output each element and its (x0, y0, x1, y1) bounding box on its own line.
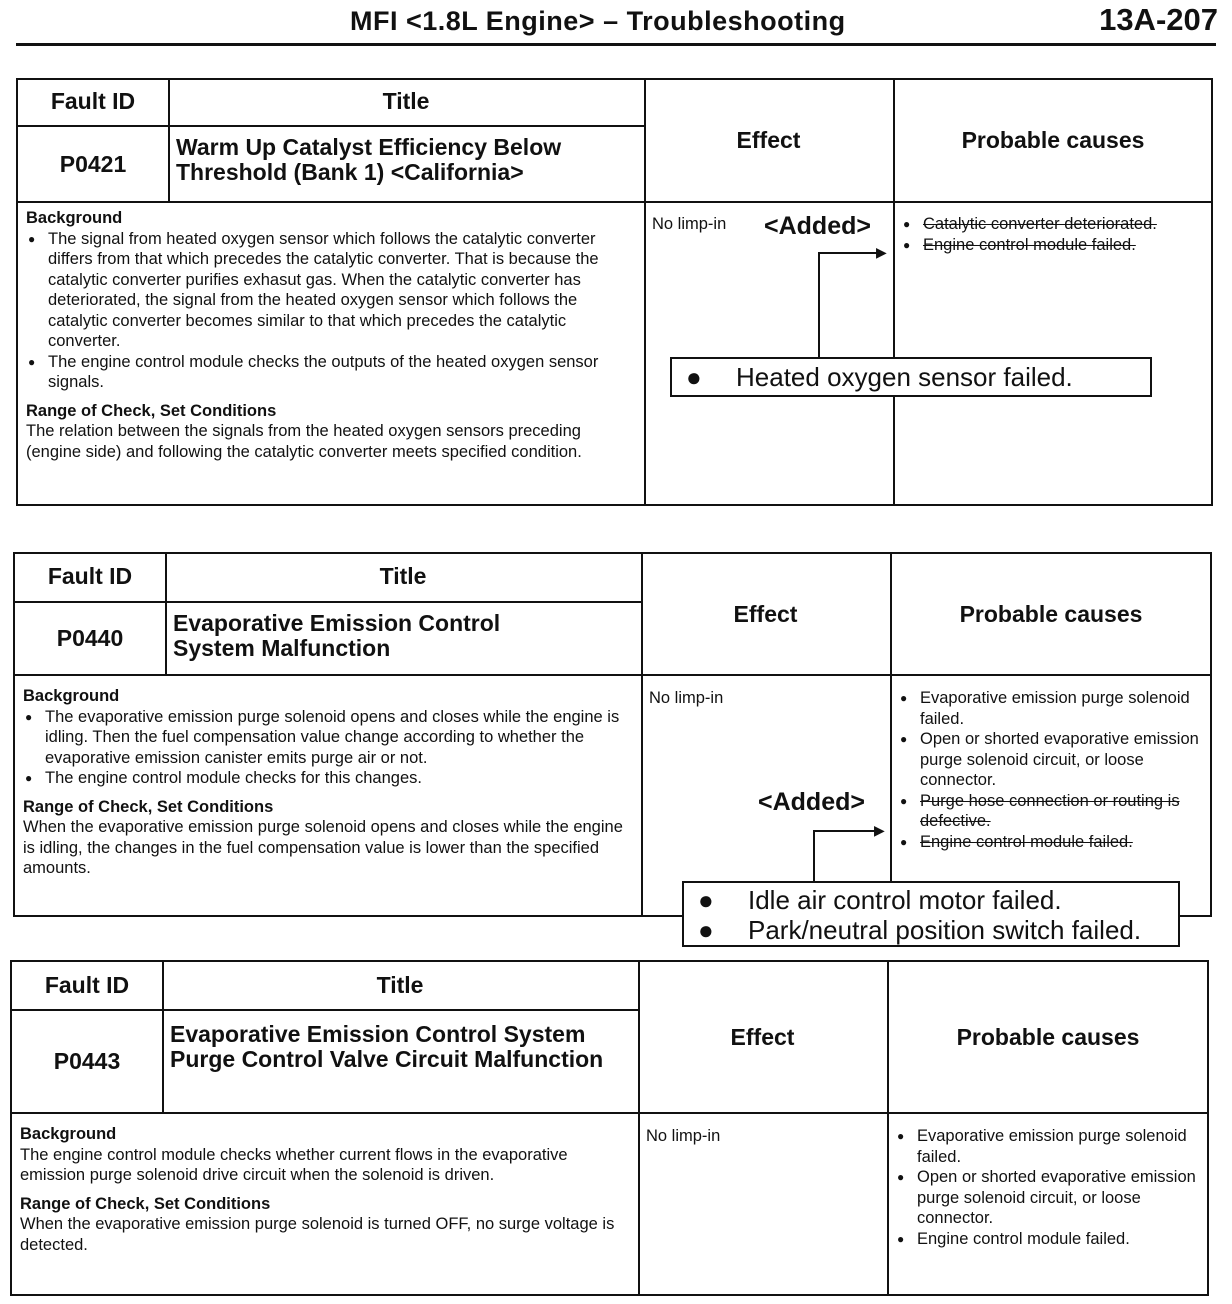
insert-line (813, 830, 881, 832)
added-cause-item: Heated oxygen sensor failed. (736, 362, 1073, 392)
probable-causes-header: Probable causes (956, 1023, 1140, 1050)
cause-item: ● Engine control module failed. (920, 832, 1205, 853)
added-causes-box (682, 881, 1180, 947)
bullet-icon: ● (698, 885, 714, 915)
fault-id-value: P0443 (53, 1048, 121, 1074)
range-text: When the evaporative emission purge solenoid is turned OFF, no surge voltage is detected. (20, 1215, 615, 1254)
insert-line (813, 830, 815, 882)
insert-line (818, 252, 820, 358)
background-bullet: ● The engine control module checks for this changes. (45, 768, 633, 789)
page-header-title: MFI <1.8L Engine> – Troubleshooting (350, 6, 846, 36)
added-causes-box (670, 357, 1152, 397)
title-header: Title (379, 563, 427, 589)
range-label: Range of Check, Set Conditions (23, 797, 274, 816)
arrow-head-icon: ▶ (876, 244, 887, 260)
background-bullet: ● The engine control module checks the outputs of the heated oxygen sensor signals. (48, 352, 636, 393)
added-marker: <Added> (764, 212, 871, 240)
header-rule (16, 43, 1216, 46)
title-header: Title (382, 88, 430, 114)
added-cause-item: Idle air control motor failed. (748, 885, 1062, 915)
cause-item: ● Catalytic converter deteriorated. (923, 214, 1206, 235)
added-marker: <Added> (758, 788, 865, 816)
cause-item: ● Open or shorted evaporative emission purge solenoid circuit, or loose connector. (920, 729, 1205, 791)
fault-title: Evaporative Emission Control System Malfunction (173, 610, 501, 661)
background-label: Background (26, 209, 123, 227)
title-header: Title (376, 972, 424, 998)
fault-id-value: P0421 (59, 150, 127, 177)
effect-value: No limp-in (652, 215, 727, 233)
background-section (23, 686, 633, 879)
cause-item: ● Engine control module failed. (917, 1229, 1202, 1250)
background-label: Background (23, 687, 120, 705)
cause-item: ● Engine control module failed. (923, 235, 1206, 256)
effect-value: No limp-in (649, 689, 724, 707)
fault-id-header: Fault ID (50, 88, 136, 114)
causes-list (898, 688, 1205, 852)
fault-table-p0440 (13, 552, 1212, 917)
fault-title: Evaporative Emission Control System Purge Control Valve Circuit Malfunction (170, 1021, 604, 1072)
probable-causes-header: Probable causes (959, 600, 1143, 627)
insert-line (818, 252, 884, 254)
range-label: Range of Check, Set Conditions (20, 1194, 271, 1213)
background-text: The engine control module checks whether current flows in the evaporative emission purge solenoid drive circuit when the solenoid is driven. (20, 1145, 568, 1184)
probable-causes-header: Probable causes (961, 127, 1145, 153)
page-number: 13A-207 (1099, 2, 1218, 37)
cause-item: ● Open or shorted evaporative emission purge solenoid circuit, or loose connector. (917, 1167, 1202, 1229)
fault-title: Warm Up Catalyst Efficiency Below Threshold (Bank 1) <California> (176, 134, 562, 185)
cause-item: ● Purge hose connection or routing is defective. (920, 791, 1205, 832)
fault-table-p0421 (16, 78, 1213, 506)
causes-list (895, 1126, 1202, 1249)
cause-item: ● Evaporative emission purge solenoid failed. (920, 688, 1205, 729)
fault-table-p0443 (10, 960, 1209, 1296)
cause-item: ● Evaporative emission purge solenoid failed. (917, 1126, 1202, 1167)
effect-header: Effect (736, 127, 801, 153)
fault-id-header: Fault ID (44, 972, 130, 998)
background-section (20, 1124, 630, 1255)
effect-header: Effect (733, 600, 798, 627)
background-label: Background (20, 1125, 117, 1143)
range-text: When the evaporative emission purge solenoid opens and closes while the engine is idling, the changes in the fuel compensation value is lower than the specified amounts. (23, 818, 623, 877)
fault-id-value: P0440 (56, 625, 124, 651)
effect-header: Effect (730, 1023, 795, 1050)
range-label: Range of Check, Set Conditions (26, 401, 277, 420)
added-cause-item: Park/neutral position switch failed. (748, 915, 1142, 945)
range-text: The relation between the signals from the heated oxygen sensors preceding (engine side) and following the catalytic converter meets specified condition. (26, 422, 582, 461)
bullet-icon: ● (686, 362, 702, 392)
background-section (26, 208, 636, 462)
causes-list (901, 214, 1206, 255)
bullet-icon: ● (698, 915, 714, 945)
fault-id-header: Fault ID (47, 563, 133, 589)
background-bullet: ● The signal from heated oxygen sensor which follows the catalytic converter differs from that which precedes the catalytic converter. That is because the catalytic converter purifies exhasut gas. When the catalytic converter has deteriorated, the signal from the heated oxygen sensor which follows the catalytic converter becomes similar to that which precedes the catalytic converter. (48, 229, 636, 352)
arrow-head-icon: ▶ (874, 822, 885, 838)
effect-value: No limp-in (646, 1127, 721, 1145)
background-bullet: ● The evaporative emission purge solenoid opens and closes while the engine is idling. Then the fuel compensation value change according to whether the evaporative emission canister emits purge air or not. (45, 707, 633, 769)
